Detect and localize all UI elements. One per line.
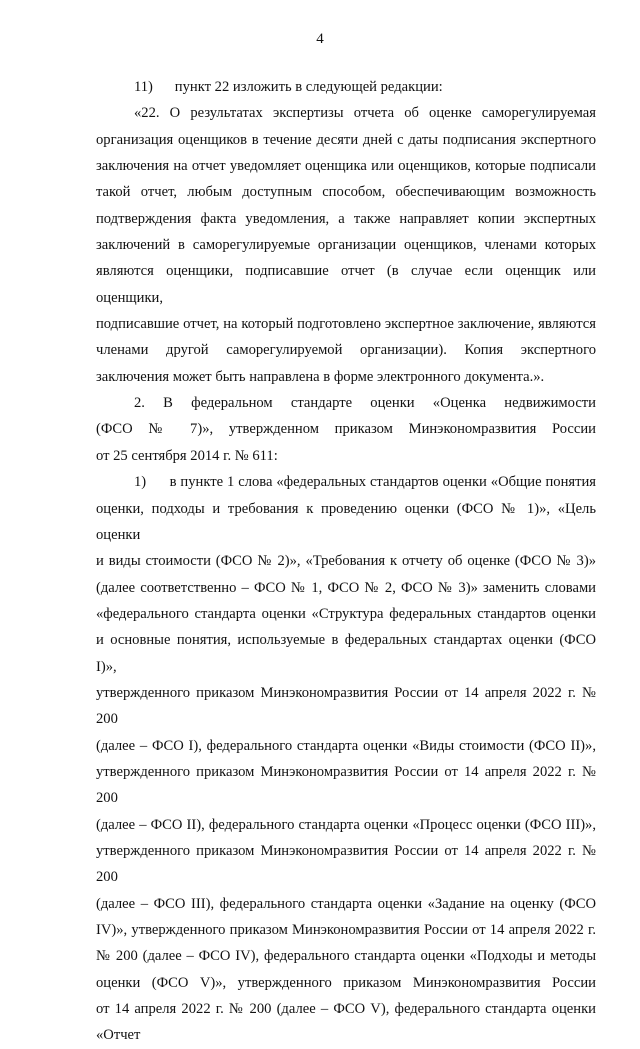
text-line: от 25 сентября 2014 г. № 611: [96, 447, 278, 464]
text-line: (далее – ФСО I), федерального стандарта оценки «Виды стоимости (ФСО II)», [96, 737, 596, 754]
text-line: № 200 (далее – ФСО IV), федерального стандарта оценки «Подходы и методы [96, 948, 596, 965]
paragraph-clause-22 [96, 100, 596, 390]
text-line: «22. О результатах экспертизы отчета об оценке саморегулируемая [134, 105, 596, 122]
text-line: оценки, подходы и требования к проведению оценки (ФСО № 1)», «Цель оценки [96, 500, 596, 543]
text-line: (ФСО № 7)», утвержденном приказом Минэкономразвития России [96, 421, 596, 438]
text-line: такой отчет, любым доступным способом, обеспечивающим возможность [96, 184, 596, 201]
text-line: IV)», утвержденного приказом Минэкономразвития России от 14 апреля 2022 г. [96, 922, 596, 938]
document-body [96, 74, 596, 1049]
text-line: (далее соответственно – ФСО № 1, ФСО № 2, ФСО № 3)» заменить словами [96, 579, 596, 596]
text-line: членами другой саморегулируемой организации). Копия экспертного [96, 342, 596, 359]
text-line: от 14 апреля 2022 г. № 200 (далее – ФСО V), федерального стандарта оценки «Отчет [96, 1001, 596, 1044]
text-line: являются оценщики, подписавшие отчет (в случае если оценщик или оценщики, [96, 263, 596, 306]
text-line: заключений в саморегулируемые организации оценщиков, членами которых [96, 237, 596, 254]
text-line: заключения может быть направлена в форме электронного документа.». [96, 368, 545, 385]
text-line: утвержденного приказом Минэкономразвития России от 14 апреля 2022 г. № 200 [96, 763, 596, 807]
paragraph-item-2-1 [96, 469, 596, 1049]
text-line: 11) пункт 22 изложить в следующей редакции: [134, 79, 443, 95]
text-line: организация оценщиков в течение десяти дней с даты подписания экспертного [96, 131, 596, 148]
text-line: утвержденного приказом Минэкономразвития России от 14 апреля 2022 г. № 200 [96, 684, 596, 728]
text-line: подтверждения факта уведомления, а также направляет копии экспертных [96, 210, 596, 227]
text-line: и основные понятия, используемые в федеральных стандартах оценки (ФСО I)», [96, 632, 596, 675]
text-line: (далее – ФСО III), федерального стандарта оценки «Задание на оценку (ФСО [96, 895, 596, 912]
text-line: подписавшие отчет, на который подготовлено экспертное заключение, являются [96, 316, 596, 333]
text-line: (далее – ФСО II), федерального стандарта оценки «Процесс оценки (ФСО III)», [96, 816, 596, 833]
text-line: оценки (ФСО V)», утвержденного приказом Минэкономразвития России [96, 974, 596, 991]
text-line: 2. В федеральном стандарте оценки «Оценка недвижимости [134, 395, 596, 412]
paragraph-item-11 [96, 74, 596, 100]
text-line: утвержденного приказом Минэкономразвития России от 14 апреля 2022 г. № 200 [96, 842, 596, 886]
text-line: 1) в пункте 1 слова «федеральных стандартов оценки «Общие понятия [134, 474, 596, 491]
text-line: «федерального стандарта оценки «Структура федеральных стандартов оценки [96, 605, 596, 622]
page-number: 4 [316, 31, 324, 47]
text-line: и виды стоимости (ФСО № 2)», «Требования к отчету об оценке (ФСО № 3)» [96, 553, 596, 570]
text-line: заключения на отчет уведомляет оценщика или оценщиков, которые подписали [96, 158, 596, 175]
paragraph-item-2 [96, 390, 596, 469]
